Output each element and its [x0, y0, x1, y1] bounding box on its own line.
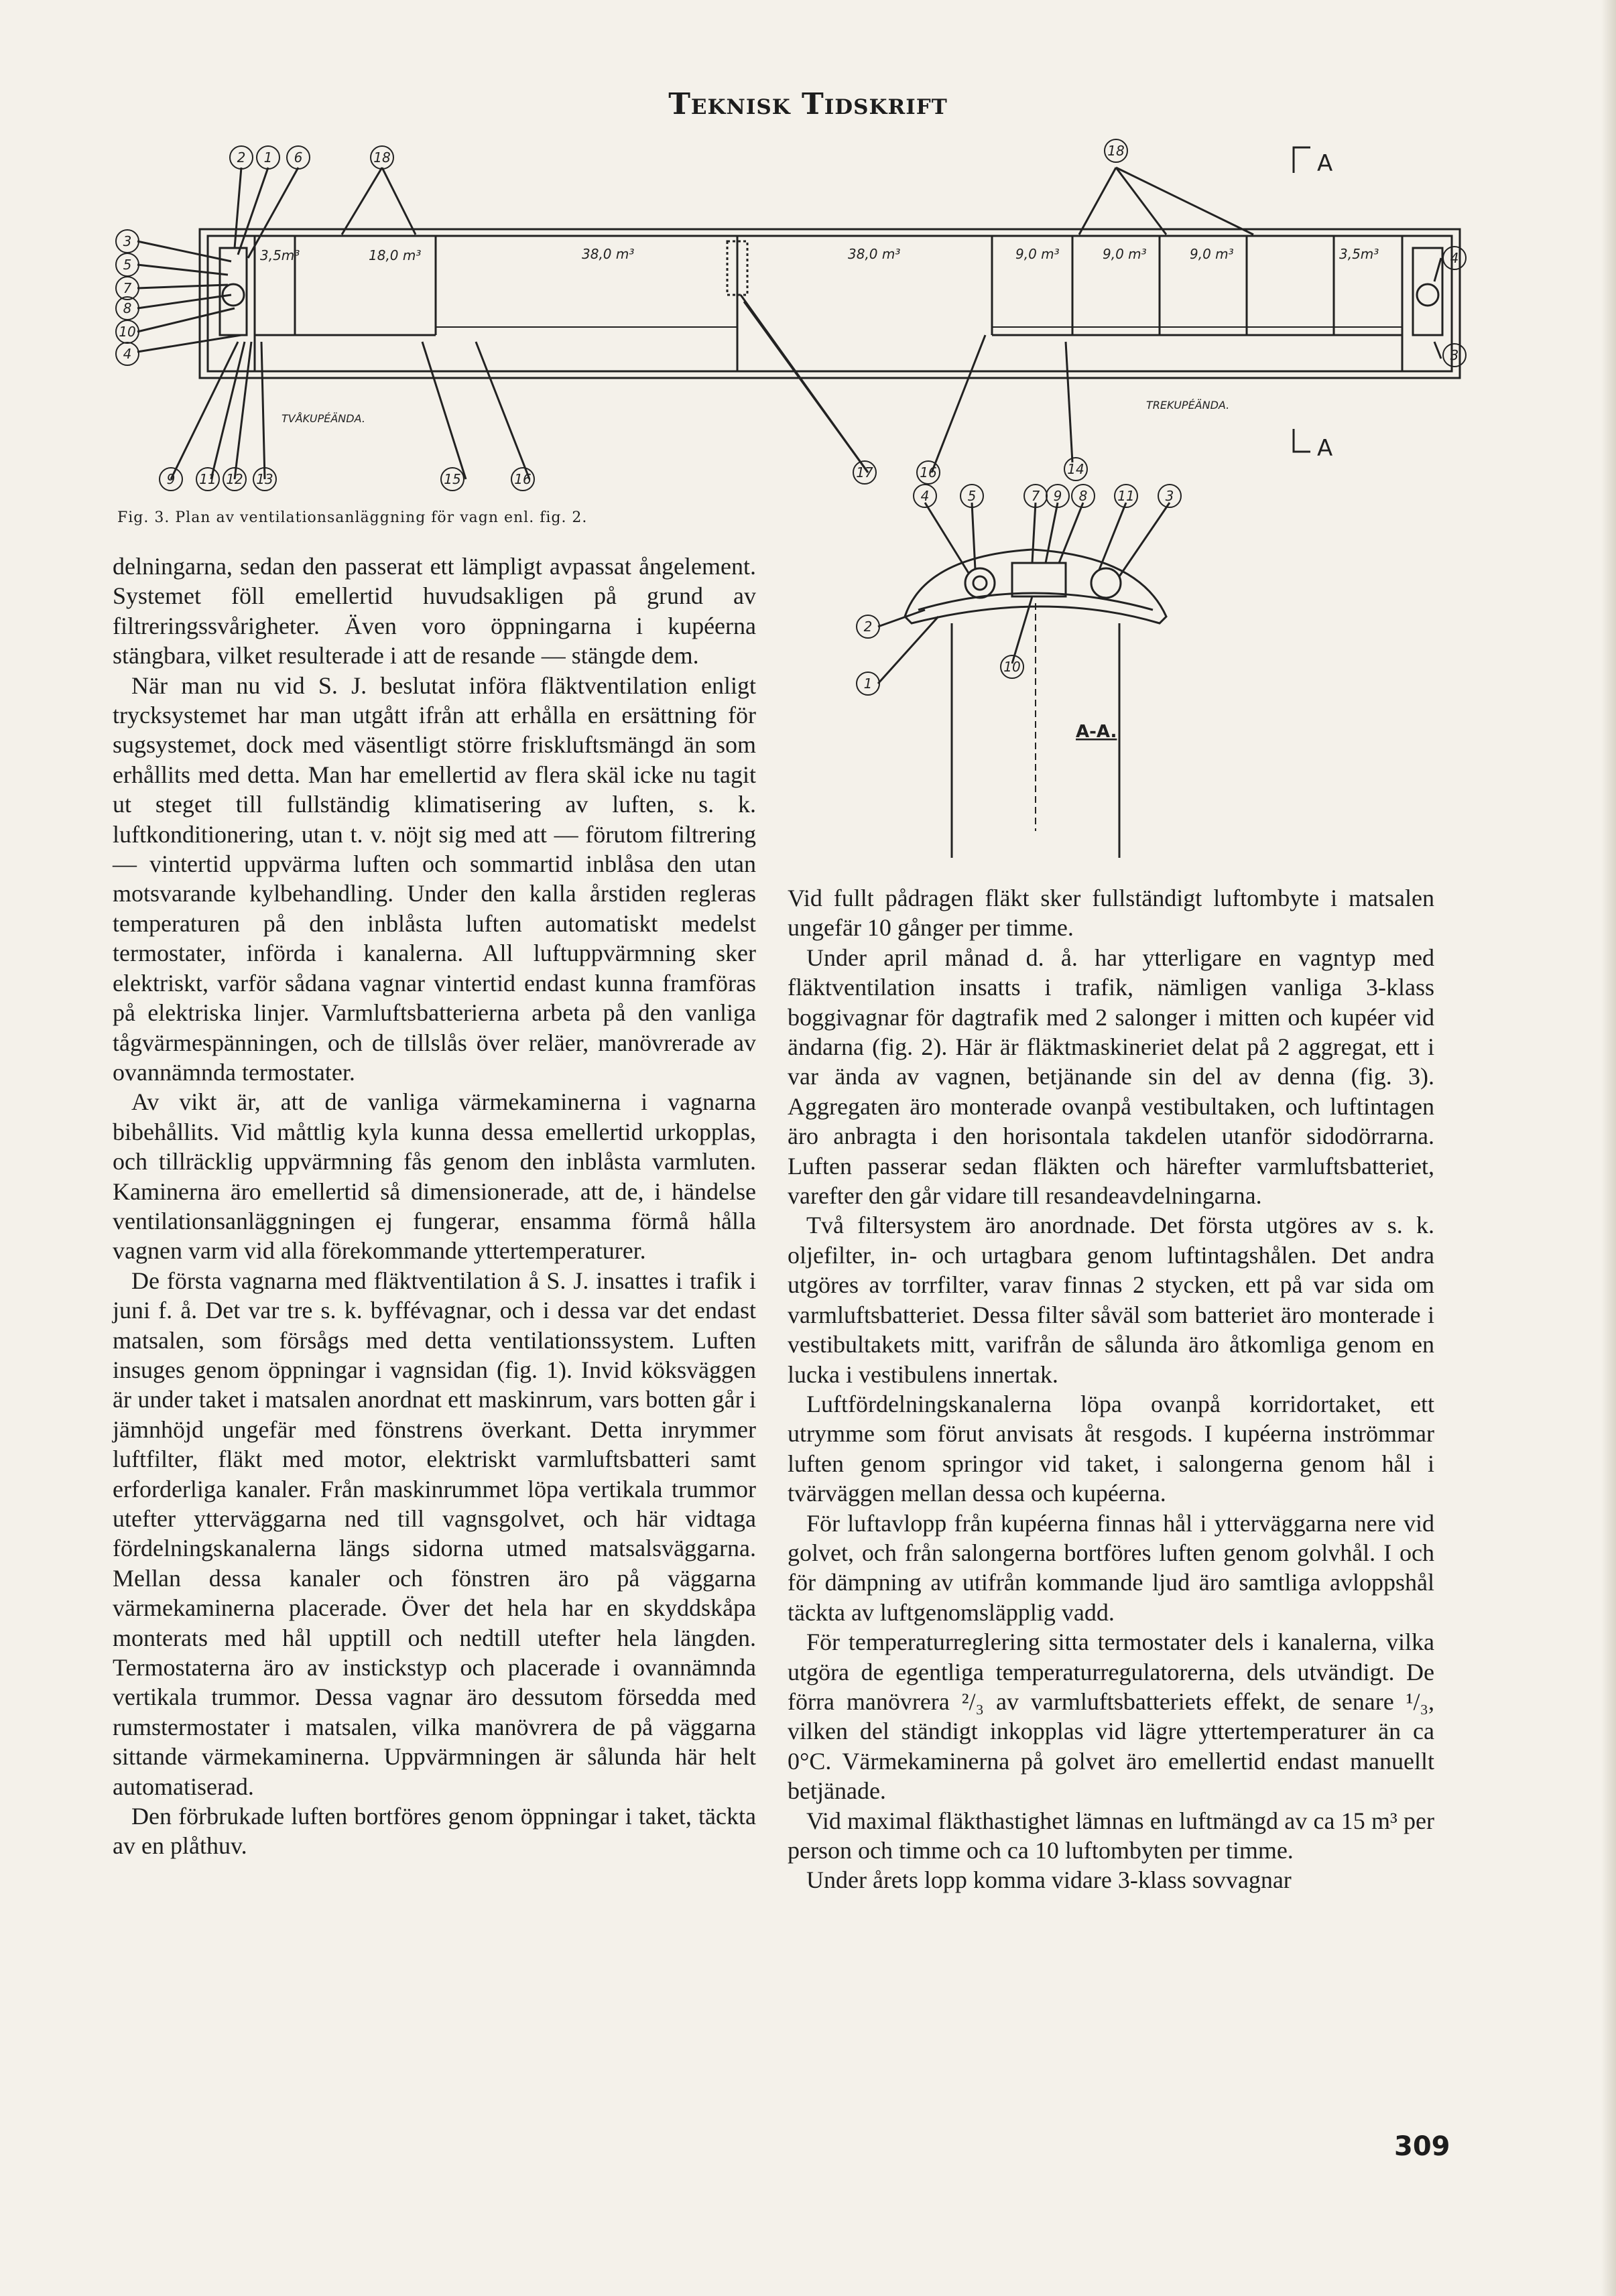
svg-text:4: 4 — [920, 488, 930, 504]
page-number: 309 — [1394, 2131, 1450, 2162]
callout-10-left — [116, 320, 139, 343]
aa-callout-2 — [857, 615, 879, 638]
svg-text:7: 7 — [123, 280, 132, 296]
vol-38-a: 38,0 m³ — [582, 246, 635, 262]
callout-4-left — [116, 342, 139, 365]
end-label-left: TVÅKUPÉÄNDA. — [282, 412, 365, 425]
callout-12 — [223, 468, 246, 491]
left-paragraph-4: De första vagnarna med fläktventilation å S. J. insattes i trafik i juni f. å. Det var tre s. k. byffévagnar, och i dessa var det endast matsalen, som försågs med detta ventilationssystem. Luften insuges genom öppningar i vagnsidan (fig. 1). Invid köksväggen är under taket i matsalen anordnat ett maskinrum, vars botten går i jämnhöjd ungefär med fönstrens överkant. Detta inrymmer luftfilter, fläkt med motor, elektriskt varmluftsbatteri samt erforderliga kanaler. Från maskinrummet löpa vertikala trummor utefter ytterväggarna ned till vagnsgolvet, och här vidtaga fördelningskanalerna längs sidorna utmed matsalsväggarna. Mellan dessa kanaler och fönstren äro på väggarna värmekaminerna placerade. Över det hela har en skyddskåpa monterats med hål upptill och nedtill utefter hela längden. Termostaterna äro av instickstyp och placerade i ovannämnda vertikala trummor. Dessa vagnar äro dessutom försedda med rumstermostater i matsalen, vilka manövrera de på väggarna sittande värmekaminerna. Uppvärmningen är sålunda här helt automatiserad. — [113, 1267, 756, 1800]
aa-title: A-A. — [1076, 722, 1117, 742]
svg-text:10: 10 — [1003, 659, 1021, 675]
callout-15 — [441, 468, 464, 491]
vol-left-small: 3,5m³ — [260, 247, 300, 263]
end-label-right: TREKUPÉÄNDA. — [1146, 399, 1230, 411]
section-mark-a-bottom: A — [1317, 435, 1333, 462]
callout-5-left — [116, 253, 139, 276]
right-paragraph-5: För luftavlopp från kupéerna finnas hål i ytterväggarna nere vid golvet, och från salongerna bortföres luften genom golvhål. I och för dämpning av utifrån kommande ljud äro samtliga avloppshål täckta av luftgenomsläpplig vadd. — [788, 1509, 1434, 1626]
svg-text:7: 7 — [1031, 488, 1040, 504]
svg-text:4: 4 — [123, 346, 132, 362]
svg-text:6: 6 — [294, 149, 303, 166]
svg-text:8: 8 — [1078, 488, 1088, 504]
callout-3-left — [116, 230, 139, 253]
callout-11 — [196, 468, 219, 491]
svg-text:2: 2 — [863, 619, 873, 635]
svg-text:13: 13 — [256, 471, 273, 487]
aa-callout-10 — [1001, 655, 1023, 678]
svg-text:5: 5 — [123, 257, 132, 273]
aa-callout-1 — [857, 672, 879, 695]
callout-13 — [253, 468, 276, 491]
svg-text:15: 15 — [444, 471, 461, 487]
left-paragraph-5: Den förbrukade luften bortföres genom öppningar i taket, täckta av en plåthuv. — [113, 1803, 756, 1860]
aa-callout-3 — [1158, 485, 1181, 507]
svg-text:16: 16 — [514, 471, 532, 487]
aa-callout-7 — [1024, 485, 1047, 507]
right-paragraph-4: Luftfördelningskanalerna löpa ovanpå korridortaket, ett utrymme som förut anvisats åt resgods. I kupéerna inströmmar luften genom springor vid taket, i salongerna genom hål i tvärväggen mellan dessa och kupéerna. — [788, 1390, 1434, 1507]
svg-text:14: 14 — [1067, 461, 1084, 477]
vol-38-b: 38,0 m³ — [848, 246, 901, 262]
callout-8-left — [116, 297, 139, 320]
figure-3-caption: Fig. 3. Plan av ventilationsanläggning för vagn enl. fig. 2. — [117, 509, 588, 526]
callout-14 — [1064, 458, 1087, 481]
callout-16-right — [917, 461, 940, 484]
callout-18-right — [1105, 139, 1127, 162]
svg-text:9: 9 — [1053, 488, 1062, 504]
svg-text:11: 11 — [199, 471, 216, 487]
section-mark-a-top: A — [1317, 150, 1333, 177]
callout-18-left — [371, 146, 393, 169]
svg-text:3: 3 — [123, 233, 132, 249]
svg-text:5: 5 — [967, 488, 977, 504]
svg-text:16: 16 — [920, 464, 937, 481]
right-paragraph-2: Under april månad d. å. har ytterligare en vagntyp med fläktventilation insatts i trafik, nämligen vanliga 3-klass boggivagnar för dagtrafik med 2 salonger i mitten och kupéer vid ändarna (fig. 2). Här är fläktmaskineriet delat på 2 aggregat, ett i var ända av vagnen, betjänande sin del av denna (fig. 3). Aggregaten äro monterade ovanpå vestibultaken, och luftintagen äro anbragta i den horisontala takdelen utanför sidodörrarna. Luften passerar sedan fläkten och härefter varmluftsbatteriet, varefter den går vidare till resandeavdelningarna. — [788, 944, 1434, 1210]
aa-callout-5 — [960, 485, 983, 507]
callout-6 — [287, 146, 310, 169]
aa-callout-4 — [914, 485, 936, 507]
svg-text:12: 12 — [226, 471, 243, 487]
right-paragraph-8: Under årets lopp komma vidare 3-klass sovvagnar — [806, 1866, 1292, 1894]
left-paragraph-1: delningarna, sedan den passerat ett lämpligt avpassat ångelement. Systemet föll emellertid huvudsakligen på grund av filtreringssvårigheter. Även voro öppningarna i kupéerna stängbara, vilket resulterade i att de resande — stängde dem. — [113, 553, 756, 669]
right-paragraph-3: Två filtersystem äro anordnade. Det första utgöres av s. k. oljefilter, in- och urtagbara genom luftintagshålen. Det andra utgöres av torrfilter, varav finnas 2 stycken, ett på var sida om varmluftsbatteriet. Dessa filter såväl som batteriet äro monterade i vestibultakets mitt, varifrån de sålunda äro åtkomliga genom en lucka i vestibulens innertak. — [788, 1212, 1434, 1388]
vol-9-a: 9,0 m³ — [1015, 246, 1060, 262]
left-paragraph-2: När man nu vid S. J. beslutat införa fläktventilation enligt trycksystemet har man utgått ifrån att erhålla en ersättning för sugsystemet, dock med väsentligt större friskluftsmängd än som erhållits med detta. Man har emellertid av flera skäl icke nu tagit ut steget till fullständig klimatisering av luften, s. k. luftkonditionering, utan t. v. nöjt sig med att — förutom filtrering — vintertid uppvärma luften och sommartid inblåsa den utan motsvarande kylbehandling. Under den kalla årstiden regleras temperaturen på den inblåsta luften automatiskt medelst termostater, införda i kanalerna. All luftuppvärmning sker elektriskt, varför sådana vagnar vintertid endast kunna framföras på elektriska linjer. Varmluftsbatterierna arbeta på den vanliga tågvärmespänningen, och de tillslås över reläer, manövrerade av ovannämnda termostater. — [113, 672, 756, 1086]
vol-right-small: 3,5m³ — [1339, 246, 1379, 262]
right-paragraph-7: Vid maximal fläkthastighet lämnas en luftmängd av ca 15 m³ per person och timme och ca 10 luftombyten per timme. — [788, 1807, 1434, 1864]
aa-callout-8 — [1072, 485, 1095, 507]
figure-3-plan — [101, 141, 1459, 503]
callout-7-left — [116, 277, 139, 300]
right-paragraph-1: Vid fullt pådragen fläkt sker fullständigt luftombyte i matsalen ungefär 10 gånger per timme. — [788, 885, 1434, 942]
svg-text:17: 17 — [856, 464, 873, 481]
svg-text:8: 8 — [123, 300, 132, 316]
vol-18: 18,0 m³ — [369, 247, 422, 263]
callout-2 — [230, 146, 253, 169]
svg-text:4: 4 — [1450, 250, 1459, 266]
svg-text:11: 11 — [1117, 488, 1135, 504]
svg-text:1: 1 — [263, 149, 273, 166]
callout-4-right — [1443, 247, 1466, 269]
left-column — [113, 552, 756, 1861]
svg-text:3: 3 — [1165, 488, 1174, 504]
right-column — [788, 883, 1434, 1895]
left-paragraph-3: Av vikt är, att de vanliga värmekaminerna i vagnarna bibehållits. Vid måttlig kyla kunna dessa emellertid urkopplas, och tillräcklig uppvärmning fås genom den inblåsta varmluten. Kaminerna äro emellertid så dimensionerade, att de, i händelse ventilationsanläggningen ej fungerar, ensamma förmå hålla vagnen varm vid alla förekommande yttertemperaturer. — [113, 1088, 756, 1265]
right-paragraph-6: För temperaturreglering sitta termostater dels i kanalerna, vilka utgöra de egentliga temperaturregulatorerna, dels utvändigt. De förra manövrera ²/₃ av varmluftsbatteriets effekt, de senare ¹/₃, vilken del ständigt inkopplas vid lägre yttertemperaturer än ca 0°C. Värmekaminerna på golvet äro emellertid endast manuellt betjänade. — [788, 1629, 1434, 1805]
vol-9-b: 9,0 m³ — [1103, 246, 1147, 262]
aa-callout-9 — [1046, 485, 1069, 507]
journal-title: Teknisk Tidskrift — [668, 87, 948, 121]
vol-9-c: 9,0 m³ — [1190, 246, 1234, 262]
svg-text:10: 10 — [119, 324, 136, 340]
svg-text:9: 9 — [166, 471, 176, 487]
callout-17 — [853, 461, 876, 484]
svg-text:3: 3 — [1450, 347, 1459, 363]
svg-text:18: 18 — [1107, 143, 1125, 159]
aa-callout-11 — [1115, 485, 1137, 507]
figure-section-a-a — [831, 483, 1260, 885]
callout-3-right — [1443, 344, 1466, 367]
callout-9 — [160, 468, 182, 491]
page-edge — [1601, 0, 1616, 2296]
svg-text:1: 1 — [863, 676, 873, 692]
callout-16 — [511, 468, 534, 491]
callout-1 — [257, 146, 279, 169]
svg-text:18: 18 — [373, 149, 391, 166]
svg-text:2: 2 — [237, 149, 246, 166]
